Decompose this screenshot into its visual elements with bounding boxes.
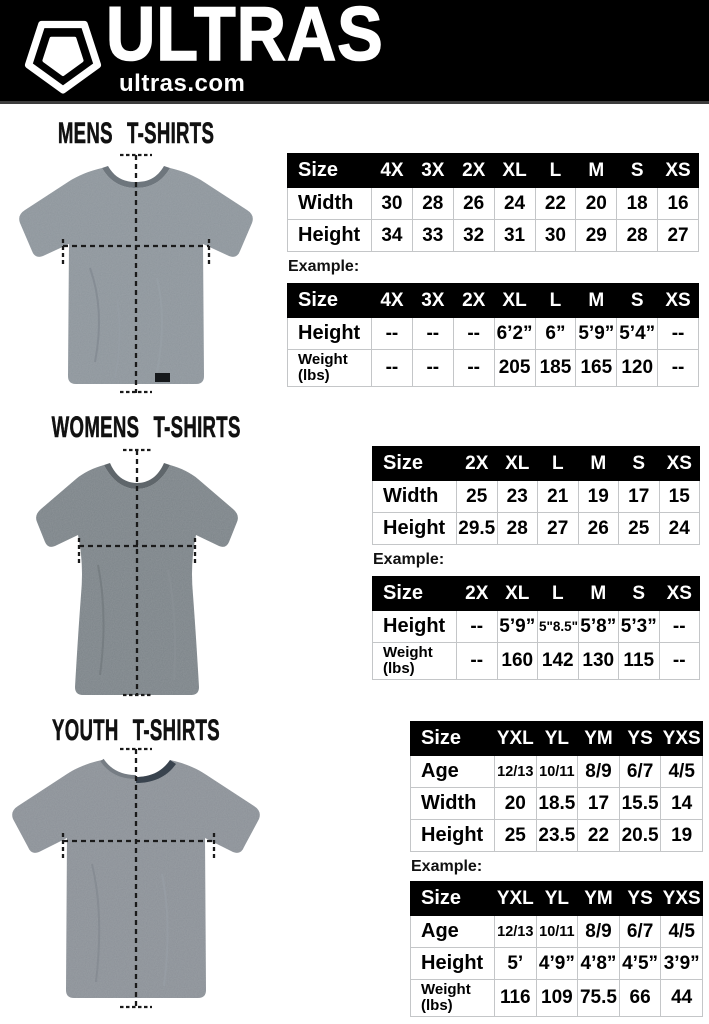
womens-section-title: WOMENS T-SHIRTS: [51, 411, 241, 444]
womens-size-table: [372, 446, 700, 545]
measurement-value: 29: [576, 220, 617, 252]
size-option-header: 4X: [372, 154, 413, 188]
size-option-header: YXL: [495, 722, 537, 756]
measurement-value: 5’9”: [576, 318, 617, 350]
measurement-value: 120: [617, 350, 658, 387]
measurement-value: 28: [617, 220, 658, 252]
measurement-value: 115: [619, 643, 660, 680]
measurement-value: 6/7: [619, 916, 661, 948]
size-option-header: XS: [659, 577, 700, 611]
brand-title: ULTRAS: [106, 0, 384, 77]
size-option-header: YXS: [661, 882, 703, 916]
measurement-value: 25: [495, 820, 537, 852]
table-header-row: [288, 284, 699, 318]
measurement-value: 27: [538, 513, 579, 545]
mens-tshirt-image: [5, 150, 267, 400]
measurement-value: 5’9”: [497, 611, 538, 643]
measurement-value: 25: [619, 513, 660, 545]
measurement-row: [288, 220, 699, 252]
size-chart-table: [410, 721, 703, 852]
measurement-value: 33: [412, 220, 453, 252]
measurement-value: 25: [457, 481, 498, 513]
size-chart-table: [287, 153, 699, 252]
youth-example-label: Example:: [411, 858, 483, 875]
size-option-header: YXL: [495, 882, 537, 916]
size-option-header: M: [578, 577, 619, 611]
measurement-value: 5’8”: [578, 611, 619, 643]
size-option-header: 2X: [453, 284, 494, 318]
size-option-header: YL: [536, 882, 578, 916]
measurement-value: 165: [576, 350, 617, 387]
measurement-value: 28: [412, 188, 453, 220]
row-label: Height: [411, 948, 495, 980]
measurement-value: 4/5: [661, 916, 703, 948]
measurement-value: 75.5: [578, 980, 620, 1017]
measurement-row: [411, 820, 703, 852]
size-option-header: M: [578, 447, 619, 481]
site-url-link[interactable]: ultras.com: [119, 70, 246, 97]
header-size-label: Size: [373, 447, 457, 481]
measurement-value: 30: [372, 188, 413, 220]
measurement-value: 5"8.5": [538, 611, 579, 643]
measurement-value: 30: [535, 220, 576, 252]
size-option-header: XL: [497, 577, 538, 611]
measurement-row: [411, 948, 703, 980]
measurement-row: [373, 611, 700, 643]
size-option-header: YS: [619, 882, 661, 916]
measurement-value: 32: [453, 220, 494, 252]
row-label: Height: [411, 820, 495, 852]
measurement-value: 18: [617, 188, 658, 220]
measurement-value: 44: [661, 980, 703, 1017]
header-size-label: Size: [411, 882, 495, 916]
row-label: Weight (lbs): [411, 980, 495, 1017]
measurement-value: 5’3”: [619, 611, 660, 643]
measurement-value: --: [457, 611, 498, 643]
row-label: Height: [373, 611, 457, 643]
youth-tshirt-image: [2, 744, 270, 1016]
measurement-value: 34: [372, 220, 413, 252]
measurement-value: 23.5: [536, 820, 578, 852]
measurement-value: 23: [497, 481, 538, 513]
measurement-value: 185: [535, 350, 576, 387]
size-option-header: L: [535, 154, 576, 188]
youth-example-table: [410, 881, 703, 1017]
size-option-header: XS: [659, 447, 700, 481]
measurement-value: 109: [536, 980, 578, 1017]
measurement-value: 10/11: [536, 756, 578, 788]
size-option-header: XL: [497, 447, 538, 481]
header-size-label: Size: [373, 577, 457, 611]
size-chart-table: [372, 446, 700, 545]
measurement-value: 4/5: [661, 756, 703, 788]
size-option-header: 2X: [457, 577, 498, 611]
measurement-value: --: [659, 643, 700, 680]
measurement-row: [288, 350, 699, 387]
measurement-value: --: [457, 643, 498, 680]
measurement-value: 142: [538, 643, 579, 680]
size-option-header: 3X: [412, 284, 453, 318]
youth-section-title: YOUTH T-SHIRTS: [51, 714, 221, 747]
measurement-value: 31: [494, 220, 535, 252]
measurement-value: 5’4”: [617, 318, 658, 350]
table-header-row: [288, 154, 699, 188]
measurement-value: 15: [659, 481, 700, 513]
measurement-row: [288, 188, 699, 220]
measurement-value: 29.5: [457, 513, 498, 545]
size-option-header: S: [617, 284, 658, 318]
measurement-value: 14: [661, 788, 703, 820]
size-option-header: 2X: [457, 447, 498, 481]
mens-example-label: Example:: [288, 258, 360, 275]
measurement-value: 6’2”: [494, 318, 535, 350]
measurement-value: 15.5: [619, 788, 661, 820]
row-label: Height: [288, 220, 372, 252]
header-size-label: Size: [288, 154, 372, 188]
size-option-header: S: [619, 577, 660, 611]
womens-example-label: Example:: [373, 551, 445, 568]
table-header-row: [373, 447, 700, 481]
measurement-value: --: [372, 318, 413, 350]
measurement-value: 10/11: [536, 916, 578, 948]
measurement-value: 12/13: [495, 756, 537, 788]
measurement-value: --: [453, 318, 494, 350]
measurement-row: [373, 643, 700, 680]
measurement-value: 8/9: [578, 756, 620, 788]
measurement-row: [411, 756, 703, 788]
measurement-value: 18.5: [536, 788, 578, 820]
measurement-value: 20: [576, 188, 617, 220]
measurement-value: --: [658, 318, 699, 350]
measurement-value: 26: [578, 513, 619, 545]
measurement-value: --: [658, 350, 699, 387]
womens-tshirt-image: [28, 445, 246, 703]
measurement-value: 4’5”: [619, 948, 661, 980]
measurement-value: 130: [578, 643, 619, 680]
measurement-value: 17: [578, 788, 620, 820]
measurement-row: [411, 916, 703, 948]
size-option-header: L: [538, 577, 579, 611]
size-option-header: 3X: [412, 154, 453, 188]
measurement-row: [373, 481, 700, 513]
measurement-value: --: [372, 350, 413, 387]
measurement-row: [411, 788, 703, 820]
measurement-row: [373, 513, 700, 545]
header-size-label: Size: [288, 284, 372, 318]
size-option-header: YM: [578, 722, 620, 756]
measurement-value: 160: [497, 643, 538, 680]
row-label: Height: [373, 513, 457, 545]
table-header-row: [411, 722, 703, 756]
row-label: Height: [288, 318, 372, 350]
measurement-value: 66: [619, 980, 661, 1017]
size-chart-table: [372, 576, 700, 680]
size-option-header: 2X: [453, 154, 494, 188]
measurement-value: 26: [453, 188, 494, 220]
measurement-value: 19: [578, 481, 619, 513]
size-option-header: M: [576, 284, 617, 318]
table-header-row: [373, 577, 700, 611]
size-option-header: YS: [619, 722, 661, 756]
row-label: Age: [411, 756, 495, 788]
size-chart-table: [287, 283, 699, 387]
size-option-header: XS: [658, 154, 699, 188]
measurement-value: 4’8”: [578, 948, 620, 980]
measurement-value: 3’9”: [661, 948, 703, 980]
size-option-header: S: [617, 154, 658, 188]
table-header-row: [411, 882, 703, 916]
measurement-value: 4’9”: [536, 948, 578, 980]
ultras-pentagon-logo-icon[interactable]: [20, 5, 106, 99]
size-option-header: L: [538, 447, 579, 481]
row-label: Width: [373, 481, 457, 513]
measurement-value: 12/13: [495, 916, 537, 948]
youth-size-table: [410, 721, 703, 852]
measurement-value: 22: [578, 820, 620, 852]
womens-example-table: [372, 576, 700, 680]
mens-size-table: [287, 153, 699, 252]
measurement-value: --: [453, 350, 494, 387]
size-option-header: YM: [578, 882, 620, 916]
measurement-value: --: [412, 350, 453, 387]
measurement-value: 5’: [495, 948, 537, 980]
measurement-value: 20: [495, 788, 537, 820]
measurement-row: [411, 980, 703, 1017]
measurement-value: 205: [494, 350, 535, 387]
mens-section-title: MENS T-SHIRTS: [57, 117, 215, 150]
measurement-value: 116: [495, 980, 537, 1017]
row-label: Width: [288, 188, 372, 220]
measurement-value: 24: [494, 188, 535, 220]
measurement-value: 6/7: [619, 756, 661, 788]
size-chart-table: [410, 881, 703, 1017]
mens-example-table: [287, 283, 699, 387]
measurement-value: 20.5: [619, 820, 661, 852]
row-label: Weight (lbs): [288, 350, 372, 387]
size-option-header: 4X: [372, 284, 413, 318]
size-option-header: S: [619, 447, 660, 481]
measurement-value: 8/9: [578, 916, 620, 948]
measurement-value: 19: [661, 820, 703, 852]
measurement-value: 27: [658, 220, 699, 252]
header-size-label: Size: [411, 722, 495, 756]
measurement-value: 6”: [535, 318, 576, 350]
row-label: Age: [411, 916, 495, 948]
measurement-value: 16: [658, 188, 699, 220]
measurement-value: 24: [659, 513, 700, 545]
size-option-header: XL: [494, 284, 535, 318]
measurement-value: --: [412, 318, 453, 350]
site-header: [0, 0, 709, 104]
size-option-header: XS: [658, 284, 699, 318]
size-option-header: M: [576, 154, 617, 188]
measurement-value: 17: [619, 481, 660, 513]
size-option-header: XL: [494, 154, 535, 188]
measurement-value: --: [659, 611, 700, 643]
row-label: Width: [411, 788, 495, 820]
size-option-header: YXS: [661, 722, 703, 756]
size-option-header: YL: [536, 722, 578, 756]
measurement-value: 21: [538, 481, 579, 513]
row-label: Weight (lbs): [373, 643, 457, 680]
measurement-value: 28: [497, 513, 538, 545]
measurement-row: [288, 318, 699, 350]
size-option-header: L: [535, 284, 576, 318]
measurement-value: 22: [535, 188, 576, 220]
